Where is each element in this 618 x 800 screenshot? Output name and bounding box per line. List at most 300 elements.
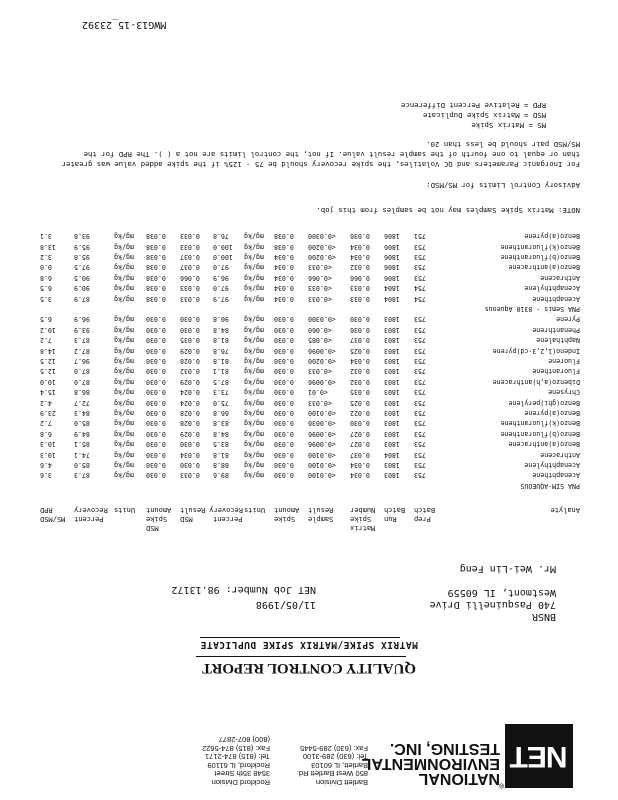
- table-cell: 12.5: [40, 357, 56, 366]
- table-cell: 0.032: [350, 377, 370, 386]
- table-cell: 0.032: [350, 367, 370, 376]
- table-cell: 3.6: [40, 471, 52, 480]
- table-cell: 84.8: [213, 325, 229, 334]
- analyte-name: Benzo(b)fluoranthene: [500, 429, 580, 438]
- table-cell: 0.034: [180, 450, 200, 459]
- table-cell: 74.1: [74, 450, 90, 459]
- table-cell: 0.034: [274, 263, 294, 272]
- table-cell: 23.9: [40, 409, 56, 418]
- table-cell: <0.0036: [308, 419, 336, 428]
- table-cell: 0.032: [180, 367, 200, 376]
- table-cell: 100.0: [213, 253, 233, 261]
- bartlett-division: [297, 744, 368, 787]
- table-cell: 753: [414, 471, 426, 480]
- table-cell: <0.0100: [308, 471, 336, 480]
- table-cell: mg/kg: [114, 388, 134, 397]
- table-cell: mg/kg: [244, 232, 264, 241]
- table-cell: 0.030: [146, 346, 166, 355]
- table-cell: 0.030: [146, 419, 166, 428]
- division-city: Bartlett, IL 60103: [311, 761, 368, 770]
- table-cell: 96.7: [74, 357, 90, 366]
- table-cell: 0.038: [146, 242, 166, 251]
- table-cell: mg/kg: [244, 263, 264, 272]
- table-cell: 1803: [384, 377, 400, 386]
- table-cell: 6.8: [40, 273, 52, 282]
- table-cell: 0.030: [146, 398, 166, 407]
- table-cell: 0.030: [274, 471, 294, 480]
- table-cell: 1806: [384, 242, 400, 251]
- column-header: Result: [180, 506, 206, 514]
- table-cell: <0.0096: [308, 429, 336, 438]
- table-cell: 0.036: [350, 232, 370, 241]
- table-cell: 0.025: [350, 346, 370, 355]
- table-cell: 0.034: [350, 357, 370, 366]
- table-cell: mg/kg: [114, 336, 134, 345]
- table-cell: 97.0: [213, 284, 229, 293]
- analyte-name: Benzo(ghi)perylene: [508, 398, 580, 407]
- table-cell: 0.030: [146, 471, 166, 480]
- table-cell: 81.8: [213, 450, 229, 459]
- analyte-name: Anthracene: [540, 273, 580, 282]
- table-cell: 1803: [384, 419, 400, 428]
- column-header: Recovery: [74, 506, 108, 514]
- table-cell: 0.030: [274, 367, 294, 376]
- table-cell: mg/kg: [114, 284, 134, 293]
- table-cell: 87.3: [74, 336, 90, 345]
- table-cell: <0.0200: [308, 242, 336, 251]
- table-cell: 0.036: [350, 325, 370, 334]
- table-cell: <0.033: [308, 284, 332, 293]
- table-cell: 0.030: [274, 336, 294, 345]
- table-cell: 0.066: [180, 273, 200, 282]
- table-cell: 7.2: [40, 419, 52, 428]
- analyte-name: Benzo(a)pyrene: [524, 409, 580, 418]
- table-cell: 1806: [384, 273, 400, 282]
- table-cell: 1804: [384, 294, 400, 303]
- table-cell: 0.030: [180, 325, 200, 334]
- table-cell: 0.033: [180, 294, 200, 303]
- table-cell: 1803: [384, 336, 400, 345]
- table-cell: 753: [414, 409, 426, 418]
- table-cell: mg/kg: [114, 242, 134, 251]
- table-cell: 0.030: [146, 429, 166, 438]
- analyte-name: Benzo(b)fluoranthene: [500, 253, 580, 261]
- table-cell: 3.2: [40, 253, 52, 261]
- table-cell: 0.033: [180, 284, 200, 293]
- table-cell: 81.1: [213, 367, 229, 376]
- document-id: MWG13-15_23392: [82, 19, 167, 30]
- table-cell: 15.4: [40, 388, 56, 397]
- table-cell: 7.2: [40, 336, 52, 345]
- subtitle-rule: [200, 637, 400, 638]
- table-cell: mg/kg: [244, 325, 264, 334]
- table-cell: mg/kg: [244, 419, 264, 428]
- rockford-division: [202, 735, 270, 786]
- division-tel: Tel: (815) 874-2171: [204, 752, 270, 762]
- table-cell: 0.030: [274, 429, 294, 438]
- table-cell: 0.030: [274, 398, 294, 407]
- table-cell: <0.0200: [308, 253, 336, 261]
- table-cell: 753: [414, 398, 426, 407]
- table-cell: 0.030: [274, 325, 294, 334]
- analyte-name: Acenaphthene: [532, 471, 580, 480]
- column-header: Prep: [414, 515, 431, 523]
- column-header: Sample: [308, 515, 334, 523]
- table-cell: 96.9: [74, 315, 90, 324]
- table-cell: 6.5: [40, 315, 52, 324]
- table-cell: mg/kg: [114, 232, 134, 241]
- report-title: QUALITY CONTROL REPORT: [202, 660, 416, 676]
- table-cell: 10.0: [40, 377, 56, 386]
- table-cell: 0.030: [274, 377, 294, 386]
- table-cell: <0.033: [308, 398, 332, 407]
- analyte-name: Benzo(a)anthracene: [508, 263, 580, 272]
- table-cell: 754: [414, 294, 426, 303]
- table-cell: 88.8: [213, 461, 229, 470]
- table-cell: <0.033: [308, 367, 332, 376]
- table-cell: 0.030: [146, 461, 166, 470]
- column-header: Amount: [274, 506, 300, 514]
- table-cell: 753: [414, 367, 426, 376]
- table-cell: 1803: [384, 398, 400, 407]
- table-cell: mg/kg: [244, 346, 264, 355]
- table-cell: 1803: [384, 409, 400, 418]
- table-cell: 1803: [384, 367, 400, 376]
- table-cell: 753: [414, 357, 426, 366]
- table-cell: 0.024: [180, 388, 200, 397]
- table-cell: mg/kg: [114, 471, 134, 480]
- table-cell: 73.3: [213, 388, 229, 397]
- table-cell: 0.027: [350, 429, 370, 438]
- org-name-line-2: ENVIRONMENTAL: [361, 755, 500, 772]
- note-line: Advisory Control Limits for MS/MSD:: [426, 181, 580, 190]
- table-cell: 0.030: [350, 419, 370, 428]
- table-cell: mg/kg: [244, 388, 264, 397]
- table-cell: 1803: [384, 357, 400, 366]
- table-cell: 0.022: [350, 409, 370, 418]
- table-cell: 753: [414, 388, 426, 397]
- table-cell: mg/kg: [244, 450, 264, 459]
- table-cell: <0.0300: [308, 315, 336, 324]
- table-cell: 96.9: [213, 273, 229, 282]
- table-cell: <0.033: [308, 294, 332, 303]
- table-cell: 85.1: [74, 440, 90, 449]
- table-cell: 0.030: [180, 315, 200, 324]
- table-cell: <0.033: [308, 263, 332, 272]
- table-cell: 0.029: [180, 377, 200, 386]
- table-cell: 0.030: [274, 409, 294, 418]
- table-cell: mg/kg: [114, 367, 134, 376]
- title-rule: [196, 656, 406, 657]
- table-cell: 0.037: [180, 253, 200, 261]
- column-header: MS/MSD: [40, 515, 66, 523]
- table-cell: 753: [414, 242, 426, 251]
- table-cell: 0.027: [350, 440, 370, 449]
- table-cell: mg/kg: [244, 471, 264, 480]
- table-cell: mg/kg: [244, 429, 264, 438]
- table-cell: 0.034: [350, 253, 370, 261]
- table-cell: 0.029: [180, 346, 200, 355]
- table-cell: 0.038: [146, 263, 166, 272]
- table-cell: 0.025: [350, 398, 370, 407]
- table-cell: 0.034: [350, 471, 370, 480]
- table-cell: 0.0: [40, 263, 52, 272]
- table-cell: <0.0300: [308, 232, 336, 241]
- table-cell: 0.030: [274, 346, 294, 355]
- analyte-name: Indeno(1,2,3-cd)pyrene: [492, 346, 580, 355]
- table-cell: 753: [414, 253, 426, 261]
- table-cell: 1803: [384, 440, 400, 449]
- table-cell: <0.0200: [308, 357, 336, 366]
- table-cell: 753: [414, 325, 426, 334]
- table-cell: 753: [414, 263, 426, 272]
- division-address: 850 West Bartlett Rd.: [296, 769, 368, 779]
- table-cell: 753: [414, 273, 426, 282]
- table-cell: 10.2: [40, 325, 56, 334]
- table-cell: mg/kg: [114, 294, 134, 303]
- table-cell: 1804: [384, 450, 400, 459]
- table-cell: 0.034: [274, 284, 294, 293]
- division-tel: Tel: (630) 289-3100: [302, 752, 368, 762]
- table-cell: mg/kg: [244, 461, 264, 470]
- table-cell: 0.030: [274, 315, 294, 324]
- table-cell: mg/kg: [244, 377, 264, 386]
- table-cell: 0.032: [350, 263, 370, 272]
- division-phone2: (800) 807-2877: [218, 735, 270, 745]
- table-cell: mg/kg: [114, 357, 134, 366]
- table-cell: mg/kg: [244, 367, 264, 376]
- analyte-name: Benzo(k)fluoranthene: [500, 419, 580, 428]
- analyte-name: Pyrene: [556, 315, 580, 324]
- table-cell: 0.030: [274, 388, 294, 397]
- division-fax: Fax: (815) 874-5622: [202, 744, 270, 753]
- column-header: Spike: [350, 515, 372, 523]
- table-cell: 6.8: [40, 429, 52, 438]
- table-cell: 753: [414, 440, 426, 449]
- table-cell: mg/kg: [114, 315, 134, 324]
- table-cell: mg/kg: [114, 461, 134, 470]
- table-cell: 753: [414, 450, 426, 459]
- table-cell: 10.3: [40, 450, 56, 459]
- table-cell: 84.3: [74, 409, 90, 418]
- table-cell: mg/kg: [114, 325, 134, 334]
- job-number: NET Job Number: 98.13172: [171, 584, 316, 595]
- table-cell: 0.030: [274, 461, 294, 470]
- table-cell: 0.029: [180, 429, 200, 438]
- table-cell: mg/kg: [114, 253, 134, 261]
- column-header: Units: [244, 506, 266, 514]
- analyte-name: Benzo(k)fluoranthene: [500, 242, 580, 251]
- table-cell: 85.0: [74, 419, 90, 428]
- table-cell: 1803: [384, 388, 400, 397]
- table-cell: mg/kg: [114, 346, 134, 355]
- analyte-name: Anthracene: [540, 450, 580, 459]
- table-cell: 97.5: [74, 263, 90, 272]
- table-cell: 0.030: [350, 315, 370, 324]
- table-cell: 0.030: [146, 325, 166, 334]
- column-header: Batch: [384, 506, 406, 514]
- table-cell: 1803: [384, 461, 400, 470]
- table-cell: 90.5: [74, 273, 90, 282]
- table-cell: 0.034: [350, 461, 370, 470]
- table-cell: 97.9: [213, 294, 229, 303]
- table-cell: 89.6: [213, 471, 229, 480]
- table-cell: 0.033: [350, 294, 370, 303]
- table-cell: 87.2: [74, 346, 90, 355]
- table-cell: 753: [414, 419, 426, 428]
- table-cell: 4.6: [40, 461, 52, 470]
- table-cell: 0.038: [274, 242, 294, 251]
- note-line: than or equal to one fourth of the sample result value. If not, the control limits are not a ( ). The RPD for the: [83, 150, 580, 159]
- table-cell: 753: [414, 315, 426, 324]
- table-cell: <0.066: [308, 273, 332, 282]
- table-cell: 12.5: [40, 367, 56, 376]
- table-cell: 83.8: [213, 419, 229, 428]
- table-cell: 85.0: [74, 461, 90, 470]
- table-cell: 66.8: [213, 409, 229, 418]
- analyte-name: Phenanthrene: [532, 325, 580, 334]
- table-cell: 0.037: [350, 450, 370, 459]
- table-cell: 0.037: [180, 263, 200, 272]
- table-cell: 0.030: [274, 450, 294, 459]
- column-header: Units: [114, 506, 136, 514]
- org-name-line-1: NATIONAL: [418, 770, 500, 787]
- analyte-name: Benzo(a)anthracene: [508, 440, 580, 449]
- table-cell: 0.034: [274, 294, 294, 303]
- column-header: Percent: [74, 515, 104, 523]
- table-cell: 1806: [384, 253, 400, 261]
- table-cell: 0.030: [146, 377, 166, 386]
- table-cell: 81.8: [213, 336, 229, 345]
- table-cell: 90.9: [74, 284, 90, 293]
- table-cell: 0.033: [180, 232, 200, 241]
- table-cell: 0.034: [350, 242, 370, 251]
- column-header: Spike: [146, 515, 168, 523]
- table-cell: 75.0: [213, 398, 229, 407]
- analyte-name: Naphthalene: [536, 336, 580, 345]
- table-cell: 0.066: [350, 273, 370, 282]
- table-cell: mg/kg: [244, 409, 264, 418]
- table-cell: 87.3: [74, 471, 90, 480]
- table-cell: 0.033: [180, 242, 200, 251]
- org-name-line-3: TESTING, INC.: [389, 740, 500, 757]
- analyte-name: Dibenzo(a,h)anthracene: [492, 377, 580, 386]
- table-cell: <0.01: [308, 388, 328, 397]
- analyte-name: Chrysene: [548, 388, 580, 397]
- column-header: Percent: [213, 515, 243, 523]
- table-cell: mg/kg: [244, 253, 264, 261]
- table-cell: 1806: [384, 263, 400, 272]
- table-cell: <0.0096: [308, 440, 336, 449]
- analyte-name: Acenaphthene: [532, 294, 580, 303]
- division-city: Rockford, IL 61109: [207, 761, 270, 770]
- table-cell: 90.8: [213, 315, 229, 324]
- table-cell: mg/kg: [244, 284, 264, 293]
- note-line: For Inorganic Parameters and QC Volatiles, the spike recovery should be 75 - 125% if the spike added value was greater: [61, 160, 580, 169]
- table-cell: 0.030: [146, 388, 166, 397]
- table-cell: 83.5: [213, 440, 229, 449]
- table-cell: 0.030: [274, 440, 294, 449]
- table-cell: 14.8: [40, 346, 56, 355]
- table-cell: mg/kg: [244, 440, 264, 449]
- table-cell: 87.0: [74, 377, 90, 386]
- section-header: PNA SIM-AQUEOUS: [520, 482, 580, 490]
- table-cell: 0.030: [146, 357, 166, 366]
- table-cell: 0.037: [350, 336, 370, 345]
- table-cell: 0.038: [146, 273, 166, 282]
- table-cell: mg/kg: [244, 294, 264, 303]
- table-cell: 1803: [384, 315, 400, 324]
- note-line: MS = Matrix Spike: [471, 121, 546, 130]
- column-header: MSD: [180, 515, 193, 523]
- table-cell: 3.5: [40, 294, 52, 303]
- table-cell: mg/kg: [244, 242, 264, 251]
- table-cell: mg/kg: [114, 377, 134, 386]
- table-cell: mg/kg: [244, 336, 264, 345]
- table-cell: 87.5: [213, 377, 229, 386]
- table-cell: 0.034: [274, 253, 294, 261]
- note-line: NOTE: Matrix Spike Samples may not be samples from this job.: [316, 206, 580, 215]
- table-cell: 97.0: [213, 263, 229, 272]
- table-cell: 95.9: [74, 242, 90, 251]
- table-cell: 86.8: [74, 388, 90, 397]
- table-cell: 13.8: [40, 242, 56, 251]
- table-cell: 1806: [384, 232, 400, 241]
- table-cell: mg/kg: [114, 273, 134, 282]
- column-header: Matrix: [350, 524, 376, 532]
- table-cell: mg/kg: [114, 450, 134, 459]
- table-cell: 1803: [384, 471, 400, 480]
- table-cell: 6.5: [40, 284, 52, 293]
- table-cell: 0.038: [146, 253, 166, 261]
- table-cell: 0.028: [180, 409, 200, 418]
- report-subtitle: MATRIX SPIKE/MATRIX SPIKE DUPLICATE: [200, 639, 418, 650]
- column-header: MSD: [146, 524, 159, 532]
- table-cell: 0.038: [146, 294, 166, 303]
- division-fax: Fax: (630) 289-5445: [300, 744, 368, 753]
- table-cell: 0.028: [180, 419, 200, 428]
- client-line-4: [430, 574, 556, 586]
- column-header: Number: [350, 506, 376, 514]
- table-cell: 0.034: [274, 273, 294, 282]
- table-cell: 0.030: [180, 461, 200, 470]
- table-cell: 0.030: [274, 419, 294, 428]
- table-cell: 0.030: [274, 357, 294, 366]
- table-cell: mg/kg: [114, 409, 134, 418]
- table-cell: mg/kg: [244, 315, 264, 324]
- table-cell: mg/kg: [244, 357, 264, 366]
- table-cell: 0.030: [146, 409, 166, 418]
- table-cell: 0.030: [146, 440, 166, 449]
- table-cell: mg/kg: [244, 273, 264, 282]
- client-line-2: 740 Pasquinelli Drive: [429, 599, 556, 610]
- table-cell: 72.7: [74, 398, 90, 407]
- table-cell: mg/kg: [114, 429, 134, 438]
- table-cell: 753: [414, 429, 426, 438]
- table-cell: 0.030: [146, 450, 166, 459]
- analyte-name: Fluoranthene: [532, 367, 580, 376]
- table-cell: 0.030: [146, 336, 166, 345]
- analyte-name: Acenaphthylene: [524, 284, 580, 293]
- table-cell: <0.060: [308, 325, 332, 334]
- table-cell: 1803: [384, 429, 400, 438]
- table-cell: 0.035: [180, 336, 200, 345]
- division-address: 3548 35th Street: [214, 769, 270, 779]
- table-cell: 0.033: [180, 471, 200, 480]
- note-line: RPD = Relative Percent Difference: [401, 101, 546, 110]
- table-cell: 753: [414, 461, 426, 470]
- table-cell: 753: [414, 336, 426, 345]
